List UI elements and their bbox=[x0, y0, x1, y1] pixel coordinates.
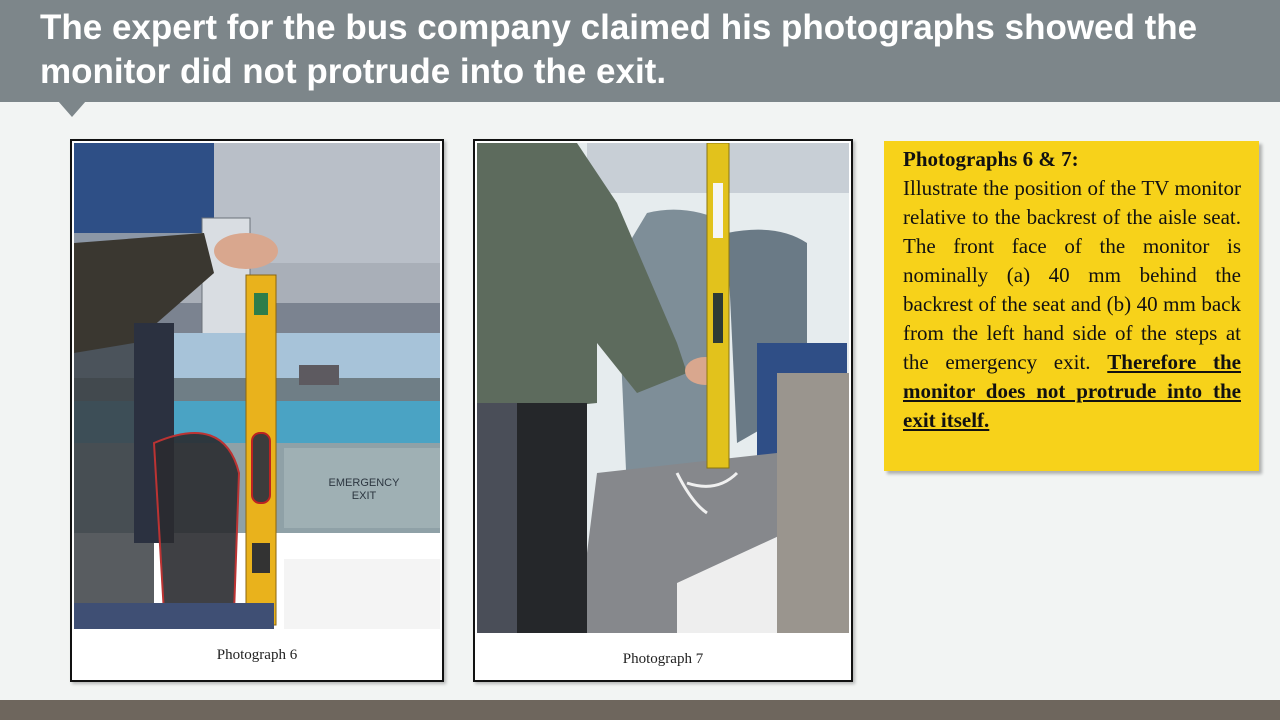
explanation-note bbox=[884, 141, 1259, 471]
note-conclusion: Therefore the monitor does not protrude into the exit itself. bbox=[903, 350, 1241, 432]
photograph-7-image bbox=[477, 143, 849, 633]
emergency-sign-line1: EMERGENCY bbox=[328, 477, 400, 489]
title-banner bbox=[0, 0, 1280, 102]
emergency-sign-line2: EXIT bbox=[351, 490, 377, 502]
photograph-6-image bbox=[74, 143, 440, 629]
banner-pointer bbox=[58, 101, 86, 117]
photograph-7-frame bbox=[473, 139, 853, 682]
photograph-6-caption: Photograph 6 bbox=[216, 647, 298, 663]
note-body bbox=[903, 174, 1241, 435]
note-heading: Photographs 6 & 7: bbox=[903, 147, 1079, 171]
photograph-6-frame bbox=[70, 139, 444, 682]
photograph-7-caption: Photograph 7 bbox=[622, 651, 704, 667]
bottom-bar bbox=[0, 700, 1280, 720]
slide-title: The expert for the bus company claimed his photographs showed the monitor did not protrude into the exit. bbox=[40, 8, 1198, 91]
note-body-text: Illustrate the position of the TV monitor relative to the backrest of the aisle seat. The front face of the monitor is nominally (a) 40 mm behind the backrest of the seat and (b) 40 mm back from the left hand side of the steps at the emergency exit. bbox=[903, 176, 1241, 374]
